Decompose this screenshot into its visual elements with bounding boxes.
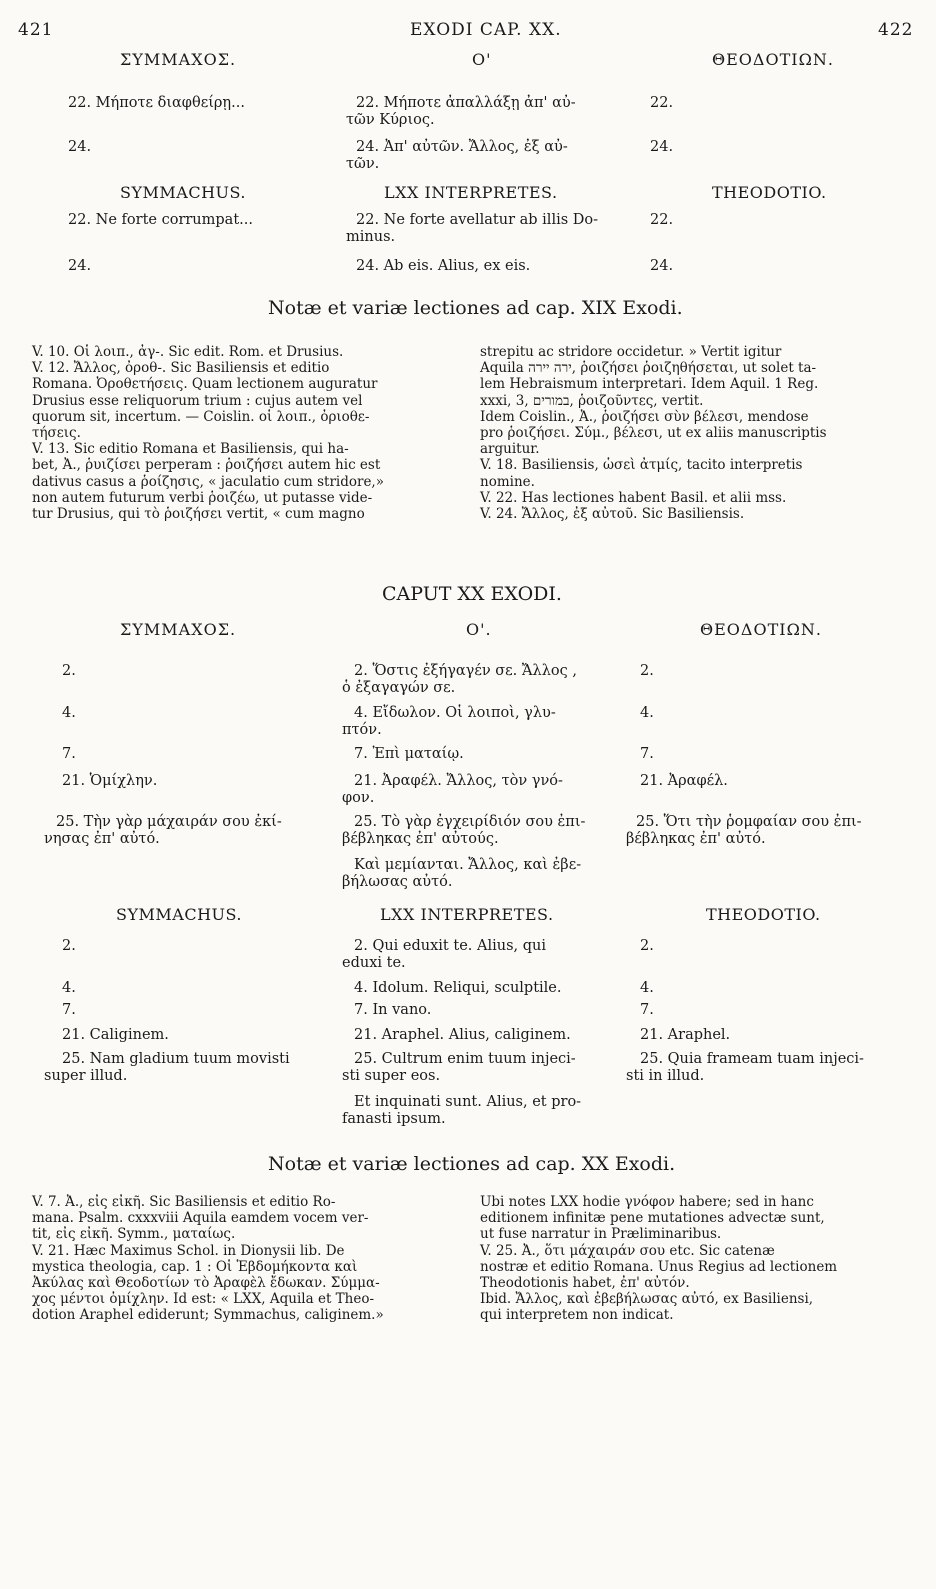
col-head-lxx-greek-2: Ο'. <box>466 620 492 639</box>
b2-lat-symmachus-21: 21. Caliginem. <box>62 1027 169 1043</box>
b2-lat-theodotio-4: 4. <box>640 980 654 996</box>
b2-lat-theodotio-25-a: 25. Quia frameam tuam injeci- <box>640 1051 864 1067</box>
note-line: dativus casus a ῥοίζησις, « jaculatio cum stridore,» <box>32 473 384 490</box>
b2-lxx-line: ὁ ἐξαγαγών σε. <box>342 680 456 696</box>
b1-theodotion-24: 24. <box>650 139 674 155</box>
b2-lat-theodotio-25-b: sti in illud. <box>626 1068 705 1084</box>
b2-lat-lxx-line: 4. Idolum. Reliqui, sculptile. <box>354 980 562 996</box>
b1-lat-lxx-24: 24. Ab eis. Alius, ex eis. <box>356 258 531 274</box>
b2-lat-symmachus-2: 2. <box>62 938 76 954</box>
note-line: lem Hebraismum interpretari. Idem Aquil. 1 Reg. <box>480 376 819 393</box>
b2-lxx-line: 21. Ἀραφέλ. Ἄλλος, τὸν γνό- <box>354 773 563 789</box>
b2-lat-symmachus-25-a: 25. Nam gladium tuum movisti <box>62 1051 290 1067</box>
notes-xix-right <box>480 344 900 522</box>
note-line: mystica theologia, cap. 1 : Οἱ Ἑβδομήκοντα καὶ <box>32 1258 358 1275</box>
note-line: χος μέντοι ὁμίχλην. Id est: « LXX, Aquila et Theo- <box>32 1291 375 1308</box>
note-line: Ubi notes LXX hodie γνόφον habere; sed in hanc <box>480 1194 814 1210</box>
b1-theodotion-22: 22. <box>650 95 674 111</box>
col-head-lxx-latin-2: LXX INTERPRETES. <box>380 905 554 924</box>
col-head-lxx-greek: Ο' <box>472 50 492 69</box>
b2-theodotion-4: 4. <box>640 705 654 721</box>
note-line: V. 25. Ἀ., ὅτι μάχαιράν σου etc. Sic catenæ <box>480 1242 775 1259</box>
b2-symmachus-21: 21. Ὁμίχλην. <box>62 773 158 789</box>
note-line: dotion Araphel ediderunt; Symmachus, caliginem.» <box>32 1307 384 1324</box>
b2-lat-lxx-line: fanasti ipsum. <box>342 1111 446 1127</box>
b2-theodotion-25-b: βέβληκας ἐπ' αὐτό. <box>626 831 766 847</box>
note-line: xxxi, 3, במורים, ῥοιζοῦντες, vertit. <box>480 392 704 409</box>
note-line: Drusius esse reliquorum trium : cujus autem vel <box>32 392 363 409</box>
b1-lxx-22-b: τῶν Κύριος. <box>346 112 435 128</box>
note-line: arguitur. <box>480 441 540 458</box>
b1-symmachus-24: 24. <box>68 139 92 155</box>
col-head-theodotion-greek: ΘΕΟΔΟΤΙΩΝ. <box>712 50 834 69</box>
col-head-theodotio-latin-2: THEODOTIO. <box>706 905 821 924</box>
running-title: EXODI CAP. XX. <box>410 20 562 40</box>
b2-lxx-line: πτόν. <box>342 722 382 738</box>
note-line: Idem Coislin., Ἀ., ῥοιζήσει σὺν βέλεσι, mendose <box>480 408 809 425</box>
page-number-left: 421 <box>18 20 54 40</box>
note-line: V. 18. Basiliensis, ὡσεὶ ἀτμίς, tacito interpretis <box>480 457 803 474</box>
b2-lat-lxx-line: Et inquinati sunt. Alius, et pro- <box>354 1094 582 1110</box>
b2-lat-lxx-line: 2. Qui eduxit te. Alius, qui <box>354 938 546 954</box>
col-head-theodotion-greek-2: ΘΕΟΔΟΤΙΩΝ. <box>700 620 822 639</box>
b2-lat-theodotio-21: 21. Araphel. <box>640 1027 731 1043</box>
col-head-symmachus-greek: ΣΥΜΜΑΧΟΣ. <box>120 50 237 69</box>
b2-lxx-line: 25. Τὸ γὰρ ἐγχειρίδιόν σου ἐπι- <box>354 814 586 830</box>
note-line: V. 13. Sic editio Romana et Basiliensis, qui ha- <box>32 441 349 458</box>
b2-symmachus-25-a: 25. Τὴν γὰρ μάχαιράν σου ἐκί- <box>56 814 282 830</box>
note-line: Romana. Ὀροθετήσεις. Quam lectionem auguratur <box>32 376 378 393</box>
page-number-right: 422 <box>878 20 914 40</box>
b2-lat-lxx-line: sti super eos. <box>342 1068 441 1084</box>
col-head-theodotio-latin: THEODOTIO. <box>712 183 827 202</box>
notes-xix-left <box>32 344 462 522</box>
b1-lat-lxx-22-a: 22. Ne forte avellatur ab illis Do- <box>356 212 599 228</box>
col-head-symmachus-latin-2: SYMMACHUS. <box>116 905 242 924</box>
b1-lat-symmachus-24: 24. <box>68 258 92 274</box>
b1-lxx-24-a: 24. Ἀπ' αὐτῶν. Ἄλλος, ἐξ αὐ- <box>356 139 568 155</box>
b2-lat-symmachus-25-b: super illud. <box>44 1068 128 1084</box>
b2-lat-theodotio-2: 2. <box>640 938 654 954</box>
b2-lxx-line: 2. Ὅστις ἐξήγαγέν σε. Ἄλλος , <box>354 663 577 679</box>
caput-xx-title: CAPUT XX EXODI. <box>382 583 562 605</box>
note-line: ut fuse narratur in Præliminaribus. <box>480 1226 722 1243</box>
note-line: Aquila ירה יירה, ῥοιζήσει ῥοιζηθήσεται, ut solet ta- <box>480 360 817 377</box>
b2-lat-theodotio-7: 7. <box>640 1002 654 1018</box>
b1-lat-theodotio-24: 24. <box>650 258 674 274</box>
b2-symmachus-2: 2. <box>62 663 76 679</box>
note-line: tur Drusius, qui τὸ ῥοιζήσει vertit, « cum magno <box>32 506 365 523</box>
notes-xx-right <box>480 1194 900 1324</box>
b2-lat-lxx-line: eduxi te. <box>342 955 406 971</box>
b2-symmachus-4: 4. <box>62 705 76 721</box>
b2-lxx-line: 4. Εἴδωλον. Οἱ λοιποὶ, γλυ- <box>354 705 556 721</box>
b2-theodotion-7: 7. <box>640 746 654 762</box>
col-head-symmachus-latin: SYMMACHUS. <box>120 183 246 202</box>
note-line: tit, εἰς εἰκῆ. Symm., ματαίως. <box>32 1226 236 1243</box>
b2-lxx-line: φον. <box>342 790 375 806</box>
b1-lat-symmachus-22: 22. Ne forte corrumpat... <box>68 212 253 228</box>
note-line: non autem futurum verbi ῥοιζέω, ut putasse vide- <box>32 489 373 506</box>
b1-lxx-24-b: τῶν. <box>346 156 380 172</box>
b2-lxx-line: βέβληκας ἐπ' αὐτούς. <box>342 831 499 847</box>
b2-lat-symmachus-7: 7. <box>62 1002 76 1018</box>
note-line: qui interpretem non indicat. <box>480 1307 674 1324</box>
b1-lat-lxx-22-b: minus. <box>346 229 396 245</box>
note-line: quorum sit, incertum. — Coislin. οἱ λοιπ., ὀριοθε- <box>32 408 370 425</box>
note-line: τήσεις. <box>32 425 81 442</box>
b2-lxx-line: βήλωσας αὐτό. <box>342 874 453 890</box>
note-line: pro ῥοιζήσει. Σύμ., βέλεσι, ut ex aliis manuscriptis <box>480 425 827 442</box>
b2-theodotion-2: 2. <box>640 663 654 679</box>
notes-xx-title: Notæ et variæ lectiones ad cap. XX Exodi. <box>268 1153 676 1175</box>
note-line: Theodotionis habet, ἐπ' αὐτόν. <box>480 1275 690 1292</box>
note-line: V. 22. Has lectiones habent Basil. et alii mss. <box>480 489 787 506</box>
b1-symmachus-22: 22. Μήποτε διαφθείρῃ... <box>68 95 245 111</box>
note-line: V. 12. Ἄλλος, ὀροθ-. Sic Basiliensis et editio <box>32 360 330 377</box>
note-line: V. 24. Ἄλλος, ἐξ αὐτοῦ. Sic Basiliensis. <box>480 506 745 523</box>
note-line: V. 7. Ἀ., εἰς εἰκῆ. Sic Basiliensis et editio Ro- <box>32 1194 336 1210</box>
note-line: nomine. <box>480 473 535 490</box>
b2-lxx-line: Καὶ μεμίανται. Ἄλλος, καὶ ἐβε- <box>354 857 582 873</box>
b2-symmachus-25-b: νησας ἐπ' αὐτό. <box>44 831 160 847</box>
note-line: V. 21. Hæc Maximus Schol. in Dionysii lib. De <box>32 1242 345 1259</box>
col-head-lxx-latin: LXX INTERPRETES. <box>384 183 558 202</box>
note-line: V. 10. Οἱ λοιπ., ἀγ-. Sic edit. Rom. et Drusius. <box>32 344 344 360</box>
note-line: mana. Psalm. cxxxviii Aquila eamdem vocem ver- <box>32 1210 369 1227</box>
note-line: Ibid. Ἄλλος, καὶ ἐβεβήλωσας αὐτό, ex Basiliensi, <box>480 1291 814 1308</box>
b2-lat-lxx-line: 25. Cultrum enim tuum injeci- <box>354 1051 576 1067</box>
note-line: Ἀκύλας καὶ Θεοδοτίων τὸ Ἀραφὲλ ἔδωκαν. Σύμμα- <box>32 1275 380 1292</box>
col-head-symmachus-greek-2: ΣΥΜΜΑΧΟΣ. <box>120 620 237 639</box>
b1-lxx-22-a: 22. Μήποτε ἀπαλλάξῃ ἀπ' αὐ- <box>356 95 576 111</box>
b2-lat-lxx-line: 21. Araphel. Alius, caliginem. <box>354 1027 571 1043</box>
notes-xx-left <box>32 1194 462 1324</box>
b2-theodotion-25-a: 25. Ὅτι τὴν ῥομφαίαν σου ἐπι- <box>636 814 862 830</box>
b2-symmachus-7: 7. <box>62 746 76 762</box>
b2-lat-lxx-line: 7. In vano. <box>354 1002 432 1018</box>
b2-theodotion-21: 21. Ἀραφέλ. <box>640 773 728 789</box>
note-line: strepitu ac stridore occidetur. » Vertit igitur <box>480 344 782 360</box>
b2-lxx-line: 7. Ἐπὶ ματαίῳ. <box>354 746 464 762</box>
b1-lat-theodotio-22: 22. <box>650 212 674 228</box>
b2-lat-symmachus-4: 4. <box>62 980 76 996</box>
note-line: editionem infinitæ pene mutationes advectæ sunt, <box>480 1210 825 1227</box>
notes-xix-title: Notæ et variæ lectiones ad cap. XIX Exodi. <box>268 297 683 319</box>
note-line: bet, Ἀ., ῥυιζίσει perperam : ῥοιζήσει autem hic est <box>32 457 381 474</box>
note-line: nostræ et editio Romana. Unus Regius ad lectionem <box>480 1258 838 1275</box>
